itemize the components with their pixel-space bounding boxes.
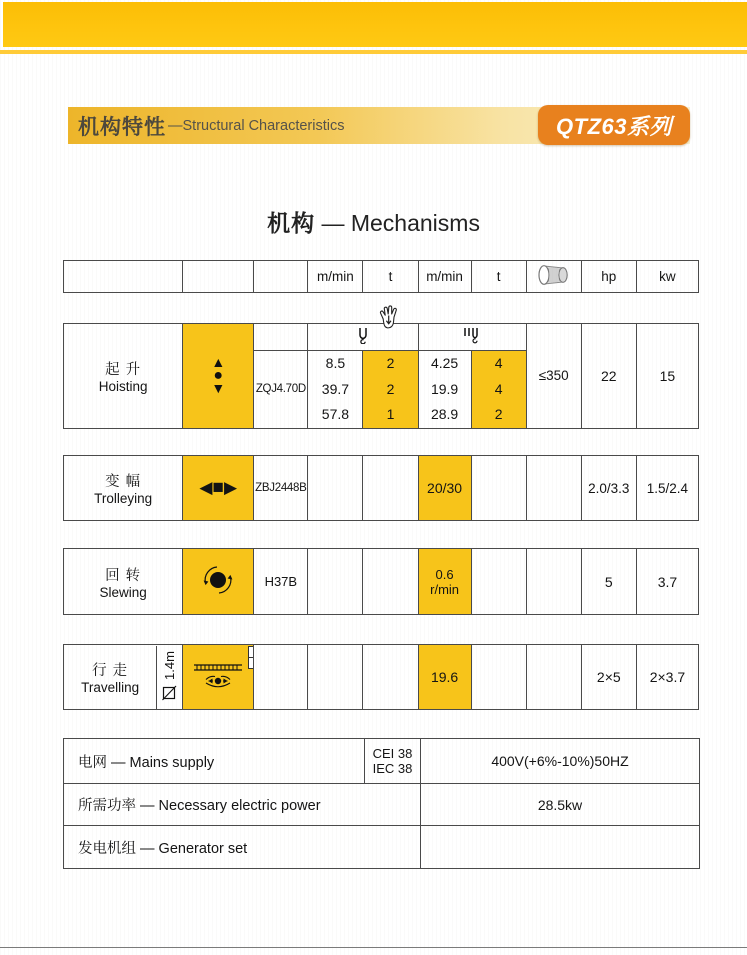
trolleying-speed-cell: 20/30 bbox=[418, 456, 471, 521]
units-blank-2 bbox=[183, 261, 254, 293]
mains-standard-iec: IEC 38 bbox=[372, 761, 413, 776]
travelling-kw-cell: 2×3.7 bbox=[636, 645, 698, 710]
hoisting-speed-2fall-3: 57.8 bbox=[321, 406, 350, 423]
hoisting-loads-4fall-cell bbox=[471, 351, 526, 429]
unit-t-1: t bbox=[363, 261, 418, 293]
hoisting-speed-2fall-1: 8.5 bbox=[325, 355, 346, 371]
trolleying-empty-4 bbox=[526, 456, 581, 521]
trolleying-model-cell: ZBJ2448B bbox=[254, 456, 308, 521]
units-table bbox=[63, 260, 699, 293]
hoisting-label-cell bbox=[64, 324, 183, 429]
units-blank-1 bbox=[64, 261, 183, 293]
travelling-empty-4 bbox=[526, 645, 581, 710]
travelling-table bbox=[63, 644, 699, 710]
mains-standard-cei: CEI 38 bbox=[372, 746, 413, 761]
hoisting-load-2fall-1: 2 bbox=[386, 355, 395, 371]
trolleying-empty-1 bbox=[308, 456, 363, 521]
travelling-empty-3 bbox=[471, 645, 526, 710]
mains-supply-value: 400V(+6%-10%)50HZ bbox=[421, 739, 700, 784]
page-bottom-line bbox=[0, 947, 747, 948]
hoisting-rope-capacity-cell: ≤350 bbox=[526, 324, 581, 429]
up-down-arrows-icon: ▲ ● ▼ bbox=[211, 354, 226, 397]
hoisting-speeds-2fall-cell bbox=[308, 351, 363, 429]
travelling-empty-2 bbox=[363, 645, 418, 710]
travelling-label-zh: 行 走 bbox=[92, 663, 129, 679]
hoisting-hp-cell: 22 bbox=[581, 324, 636, 429]
top-accent-line bbox=[0, 50, 747, 54]
travelling-icon-cell bbox=[183, 645, 254, 710]
slewing-table bbox=[63, 548, 699, 615]
left-right-arrows-icon: ◀■▶ bbox=[199, 477, 238, 498]
trolleying-label-zh: 变 幅 bbox=[105, 474, 142, 490]
section-header-title: 机构特性 bbox=[78, 115, 166, 139]
page-title-zh: 机构 bbox=[267, 210, 316, 236]
hoisting-label-zh: 起 升 bbox=[105, 361, 142, 378]
hoisting-loads-2fall-cell bbox=[363, 351, 418, 429]
hoisting-icon-cell bbox=[183, 324, 254, 429]
rope-drum-icon bbox=[537, 264, 571, 286]
hoisting-speed-2fall-2: 39.7 bbox=[321, 380, 350, 397]
slewing-kw-cell: 3.7 bbox=[636, 549, 698, 615]
top-accent-bar bbox=[3, 2, 747, 47]
trolleying-label-cell bbox=[64, 456, 183, 521]
section-header-subtitle: —Structural Characteristics bbox=[168, 117, 345, 134]
travelling-label-cell bbox=[64, 645, 183, 710]
power-table bbox=[63, 738, 700, 869]
trolleying-hp-cell: 2.0/3.3 bbox=[581, 456, 636, 521]
series-badge: QTZ63系列 bbox=[538, 105, 690, 145]
page-title bbox=[0, 205, 747, 238]
travelling-empty-1 bbox=[308, 645, 363, 710]
hoisting-model-cell: ZQJ4.70D bbox=[254, 351, 308, 429]
slewing-label-zh: 回 转 bbox=[105, 567, 142, 584]
unit-kw: kw bbox=[636, 261, 698, 293]
slewing-hp-cell: 5 bbox=[581, 549, 636, 615]
hoisting-blank-cell bbox=[254, 324, 308, 351]
hoisting-load-2fall-2: 2 bbox=[386, 380, 395, 397]
mains-standard-cell bbox=[365, 739, 421, 784]
slewing-empty-3 bbox=[471, 549, 526, 615]
hook-2-fall-icon bbox=[352, 327, 374, 344]
unit-rope-drum-cell bbox=[526, 261, 581, 293]
gauge-square-icon bbox=[162, 685, 177, 701]
necessary-power-value: 28.5kw bbox=[421, 784, 700, 826]
slewing-label-cell bbox=[64, 549, 183, 615]
mast-section-icon bbox=[248, 646, 254, 669]
hoisting-kw-cell: 15 bbox=[636, 324, 698, 429]
unit-hp: hp bbox=[581, 261, 636, 293]
necessary-power-label: 所需功率 — Necessary electric power bbox=[64, 784, 421, 826]
pan-hand-cursor bbox=[376, 303, 403, 339]
hoisting-load-4fall-1: 4 bbox=[494, 355, 503, 371]
hoisting-speed-4fall-1: 4.25 bbox=[430, 355, 459, 371]
track-gauge-strip bbox=[156, 646, 182, 709]
units-blank-3 bbox=[254, 261, 308, 293]
travelling-hp-cell: 2×5 bbox=[581, 645, 636, 710]
slewing-speed-value: 0.6 bbox=[435, 566, 454, 582]
trolleying-kw-cell: 1.5/2.4 bbox=[636, 456, 698, 521]
slewing-empty-1 bbox=[308, 549, 363, 615]
trolleying-icon-cell bbox=[183, 456, 254, 521]
page-title-en: — Mechanisms bbox=[321, 210, 480, 236]
mains-supply-label: 电网 — Mains supply bbox=[64, 739, 365, 784]
slewing-empty-4 bbox=[526, 549, 581, 615]
slewing-model-cell: H37B bbox=[254, 549, 308, 615]
hoisting-speed-4fall-2: 19.9 bbox=[430, 380, 459, 397]
slewing-label-en: Slewing bbox=[99, 584, 147, 600]
hook-4-fall-cell bbox=[418, 324, 526, 351]
hoisting-load-2fall-3: 1 bbox=[386, 406, 395, 423]
hoisting-label-en: Hoisting bbox=[98, 378, 148, 394]
rotation-icon bbox=[198, 560, 238, 600]
slewing-icon-cell bbox=[183, 549, 254, 615]
hoisting-load-4fall-3: 2 bbox=[494, 406, 503, 423]
trolleying-label-en: Trolleying bbox=[94, 491, 153, 506]
slewing-speed-unit: r/min bbox=[430, 581, 460, 597]
travelling-label-en: Travelling bbox=[81, 680, 140, 695]
slewing-speed-cell bbox=[418, 549, 471, 615]
trolleying-table bbox=[63, 455, 699, 521]
hoisting-speed-4fall-3: 28.9 bbox=[430, 406, 459, 423]
hoisting-speeds-4fall-cell bbox=[418, 351, 471, 429]
generator-set-label: 发电机组 — Generator set bbox=[64, 826, 421, 869]
generator-set-value bbox=[421, 826, 700, 869]
travelling-speed-cell: 19.6 bbox=[418, 645, 471, 710]
unit-t-2: t bbox=[471, 261, 526, 293]
slewing-empty-2 bbox=[363, 549, 418, 615]
hook-4-fall-icon bbox=[459, 327, 485, 344]
unit-mmin-2: m/min bbox=[418, 261, 471, 293]
rail-track-icon bbox=[190, 659, 246, 693]
hoisting-load-4fall-2: 4 bbox=[494, 380, 503, 397]
track-gauge-value: 1.4m bbox=[162, 651, 178, 680]
trolleying-empty-2 bbox=[363, 456, 418, 521]
trolleying-empty-3 bbox=[471, 456, 526, 521]
travelling-model-cell bbox=[254, 645, 308, 710]
unit-mmin-1: m/min bbox=[308, 261, 363, 293]
